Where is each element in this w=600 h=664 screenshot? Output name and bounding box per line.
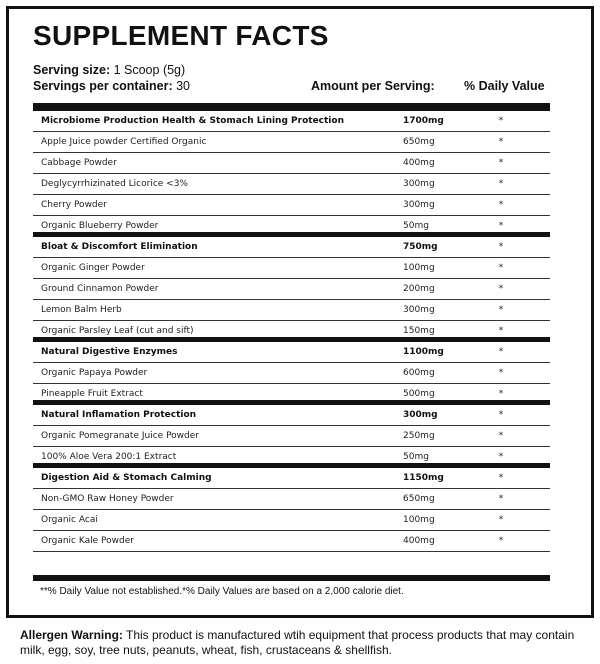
bottom-divider (33, 575, 550, 581)
table-row (33, 153, 550, 174)
serving-size-value: 1 Scoop (5g) (110, 63, 186, 77)
table-row (33, 195, 550, 216)
ingredient-amount: 300mg (403, 179, 435, 189)
ingredient-daily-value: * (498, 305, 504, 315)
ingredient-daily-value: * (498, 452, 504, 462)
table-row (33, 384, 550, 405)
group-header-row (33, 405, 550, 426)
serving-size-label: Serving size: (33, 63, 111, 77)
servings-value: 30 (172, 79, 191, 93)
ingredient-amount: 600mg (403, 368, 435, 378)
ingredient-amount: 1100mg (403, 347, 444, 357)
ingredient-amount: 300mg (403, 305, 435, 315)
ingredient-amount: 650mg (403, 494, 435, 504)
serving-size (33, 63, 185, 77)
ingredient-name: Organic Papaya Powder (41, 368, 148, 378)
ingredient-name: Ground Cinnamon Powder (41, 284, 159, 294)
ingredient-daily-value: * (498, 242, 504, 252)
ingredient-table (33, 111, 550, 552)
ingredient-daily-value: * (498, 263, 504, 273)
ingredient-name: Organic Pomegranate Juice Powder (41, 431, 199, 441)
ingredient-daily-value: * (498, 515, 504, 525)
ingredient-amount: 500mg (403, 389, 435, 399)
table-row (33, 363, 550, 384)
ingredient-name: Microbiome Production Health & Stomach Lining Protection (41, 116, 344, 126)
ingredient-amount: 1700mg (403, 116, 444, 126)
ingredient-name: Pineapple Fruit Extract (41, 389, 143, 399)
ingredient-name: Bloat & Discomfort Elimination (41, 242, 198, 252)
ingredient-name: Cabbage Powder (41, 158, 117, 168)
allergen-label: Allergen Warning: (20, 628, 123, 642)
table-row (33, 174, 550, 195)
table-row (33, 510, 550, 531)
ingredient-amount: 300mg (403, 410, 438, 420)
panel-title: SUPPLEMENT FACTS (33, 20, 329, 51)
daily-value-header: % Daily Value (464, 79, 545, 93)
amount-header: Amount per Serving: (311, 79, 435, 93)
table-row (33, 258, 550, 279)
ingredient-daily-value: * (498, 284, 504, 294)
ingredient-daily-value: * (498, 494, 504, 504)
ingredient-daily-value: * (498, 326, 504, 336)
ingredient-daily-value: * (498, 410, 504, 420)
ingredient-name: Organic Parsley Leaf (cut and sift) (41, 326, 194, 336)
table-row (33, 300, 550, 321)
ingredient-amount: 50mg (403, 221, 429, 231)
ingredient-amount: 100mg (403, 263, 435, 273)
table-row (33, 216, 550, 237)
ingredient-daily-value: * (498, 137, 504, 147)
servings-per-container (33, 79, 190, 93)
ingredient-name: Organic Blueberry Powder (41, 221, 159, 231)
group-header-row (33, 111, 550, 132)
ingredient-daily-value: * (498, 179, 504, 189)
ingredient-amount: 400mg (403, 158, 435, 168)
group-header-row (33, 237, 550, 258)
ingredient-amount: 400mg (403, 536, 435, 546)
ingredient-name: Organic Kale Powder (41, 536, 134, 546)
ingredient-name: Organic Acai (41, 515, 98, 525)
group-header-row (33, 468, 550, 489)
ingredient-daily-value: * (498, 158, 504, 168)
ingredient-daily-value: * (498, 473, 504, 483)
servings-label: Servings per container: (33, 79, 173, 93)
ingredient-daily-value: * (498, 221, 504, 231)
group-header-row (33, 342, 550, 363)
ingredient-name: Digestion Aid & Stomach Calming (41, 473, 212, 483)
ingredient-amount: 250mg (403, 431, 435, 441)
ingredient-amount: 50mg (403, 452, 429, 462)
ingredient-name: Natural Inflamation Protection (41, 410, 197, 420)
allergen-text: This product is manufactured wtih equipment that process products that may contain milk, egg, soy, tree nuts, peanuts, wheat, fish, crustaceans & shellfish. (20, 628, 575, 657)
ingredient-amount: 300mg (403, 200, 435, 210)
ingredient-daily-value: * (498, 116, 504, 126)
ingredient-name: Natural Digestive Enzymes (41, 347, 178, 357)
ingredient-name: Organic Ginger Powder (41, 263, 145, 273)
ingredient-amount: 100mg (403, 515, 435, 525)
ingredient-daily-value: * (498, 368, 504, 378)
table-row (33, 321, 550, 342)
ingredient-amount: 200mg (403, 284, 435, 294)
ingredient-amount: 150mg (403, 326, 435, 336)
ingredient-daily-value: * (498, 431, 504, 441)
ingredient-name: Deglycyrrhizinated Licorice <3% (41, 179, 188, 189)
table-row (33, 447, 550, 468)
ingredient-name: 100% Aloe Vera 200:1 Extract (41, 452, 177, 462)
ingredient-daily-value: * (498, 389, 504, 399)
ingredient-amount: 650mg (403, 137, 435, 147)
top-divider (33, 103, 550, 111)
ingredient-name: Cherry Powder (41, 200, 107, 210)
ingredient-name: Apple Juice powder Certified Organic (41, 137, 207, 147)
table-row (33, 489, 550, 510)
ingredient-daily-value: * (498, 347, 504, 357)
ingredient-daily-value: * (498, 200, 504, 210)
footnote: **% Daily Value not established.*% Daily Values are based on a 2,000 calorie diet. (40, 586, 404, 597)
table-row (33, 279, 550, 300)
ingredient-amount: 750mg (403, 242, 438, 252)
ingredient-daily-value: * (498, 536, 504, 546)
allergen-warning (20, 628, 590, 658)
ingredient-name: Non-GMO Raw Honey Powder (41, 494, 174, 504)
table-row (33, 531, 550, 552)
table-row (33, 426, 550, 447)
ingredient-name: Lemon Balm Herb (41, 305, 122, 315)
ingredient-amount: 1150mg (403, 473, 444, 483)
table-row (33, 132, 550, 153)
